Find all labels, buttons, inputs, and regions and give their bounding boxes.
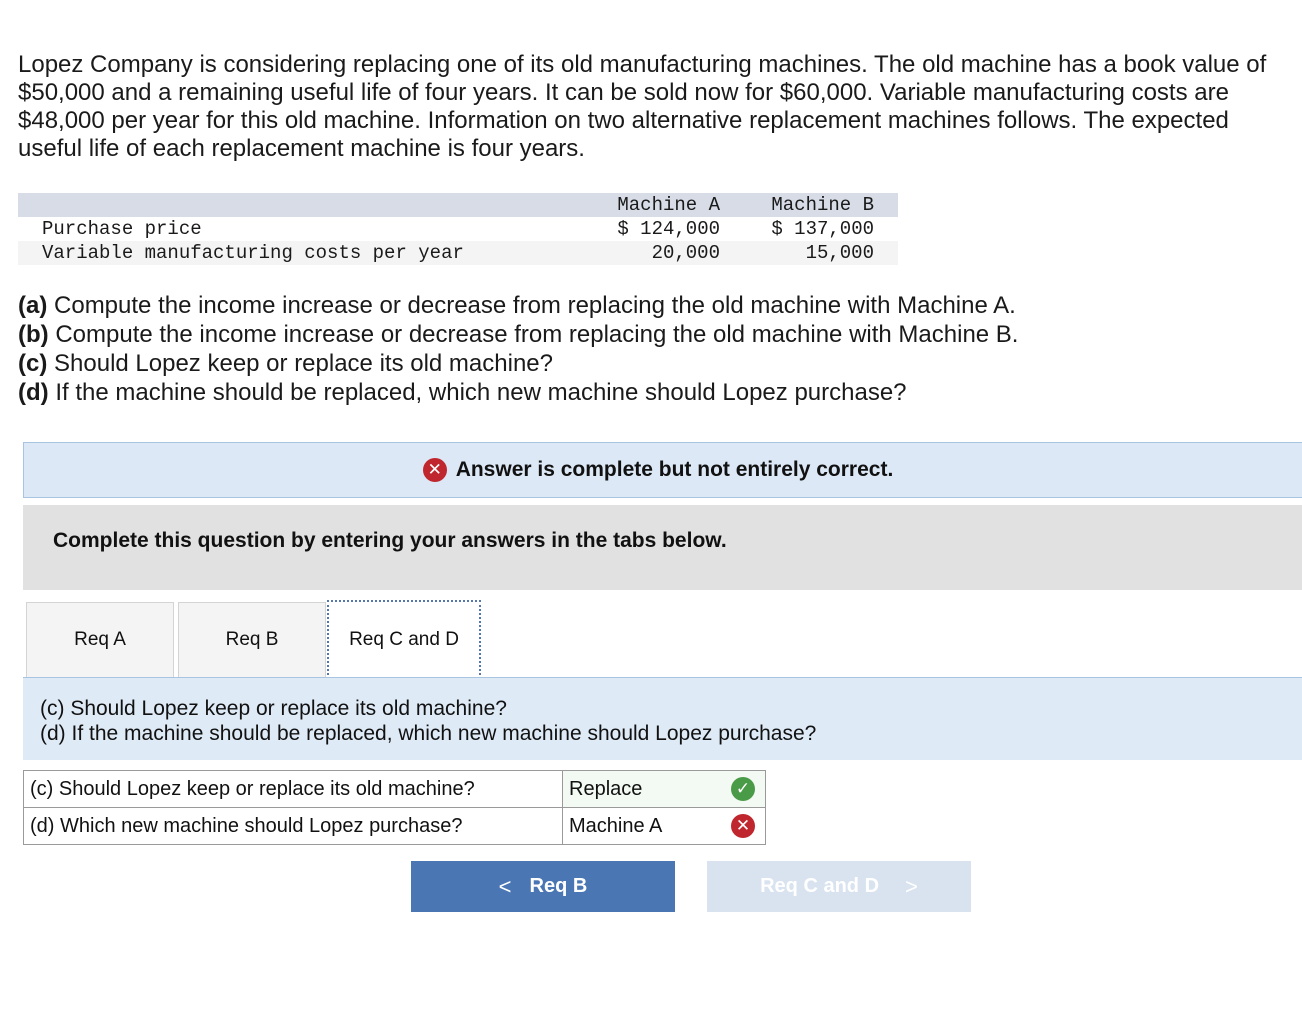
answer-question: (c) Should Lopez keep or replace its old machine?	[24, 771, 563, 808]
tab-req-c-and-d[interactable]: Req C and D	[327, 600, 481, 679]
question-item: (a) Compute the income increase or decrease from replacing the old machine with Machine A.	[18, 292, 1016, 319]
prev-tab-button[interactable]	[411, 861, 675, 912]
x-circle-icon: ✕	[731, 814, 755, 838]
cell-machine-a: $ 124,000	[570, 217, 720, 241]
panel-question-d: (d) If the machine should be replaced, which new machine should Lopez purchase?	[40, 722, 817, 745]
chevron-right-icon: >	[905, 873, 918, 899]
banner-text: Answer is complete but not entirely correct.	[455, 458, 894, 481]
cell-machine-a: 20,000	[570, 241, 720, 265]
header-machine-b: Machine B	[720, 193, 898, 217]
result-banner	[23, 442, 1302, 498]
table-row	[24, 771, 766, 808]
question-item: (c) Should Lopez keep or replace its old machine?	[18, 350, 553, 377]
cell-machine-b: 15,000	[720, 241, 898, 265]
instruction-text: Complete this question by entering your answers in the tabs below.	[53, 529, 727, 552]
next-button-label: Req C and D	[760, 875, 880, 897]
answer-table	[23, 770, 766, 845]
table-header-row	[18, 193, 898, 217]
answer-input-d[interactable]	[569, 815, 719, 838]
row-label: Variable manufacturing costs per year	[18, 241, 570, 265]
next-tab-button[interactable]	[707, 861, 971, 912]
table-row	[18, 217, 898, 241]
check-circle-icon: ✓	[731, 777, 755, 801]
tab-req-a[interactable]: Req A	[26, 602, 174, 678]
header-machine-a: Machine A	[570, 193, 720, 217]
panel-question-c: (c) Should Lopez keep or replace its old machine?	[40, 697, 507, 720]
instruction-box	[23, 505, 1302, 590]
machine-table	[18, 193, 898, 265]
row-label: Purchase price	[18, 217, 570, 241]
question-list	[18, 291, 1288, 407]
question-item: (d) If the machine should be replaced, which new machine should Lopez purchase?	[18, 379, 907, 406]
answer-input-c[interactable]	[569, 778, 719, 801]
question-item: (b) Compute the income increase or decrease from replacing the old machine with Machine B.	[18, 321, 1019, 348]
problem-intro: Lopez Company is considering replacing one of its old manufacturing machines. The old machine has a book value of $50,000 and a remaining useful life of four years. It can be sold now for $60,000. Variable manufacturing costs are $48,000 per year for this old machine. Information on two alternative replacement machines follows. The expected useful life of each replacement machine is four years.	[18, 51, 1267, 162]
chevron-left-icon: <	[498, 873, 512, 899]
answer-question: (d) Which new machine should Lopez purchase?	[24, 808, 563, 845]
prev-button-label: Req B	[529, 875, 588, 897]
cell-machine-b: $ 137,000	[720, 217, 898, 241]
tab-req-b[interactable]: Req B	[178, 602, 326, 678]
tab-panel	[23, 677, 1302, 760]
table-row	[24, 808, 766, 845]
table-row	[18, 241, 898, 265]
x-circle-icon: ✕	[423, 458, 447, 482]
